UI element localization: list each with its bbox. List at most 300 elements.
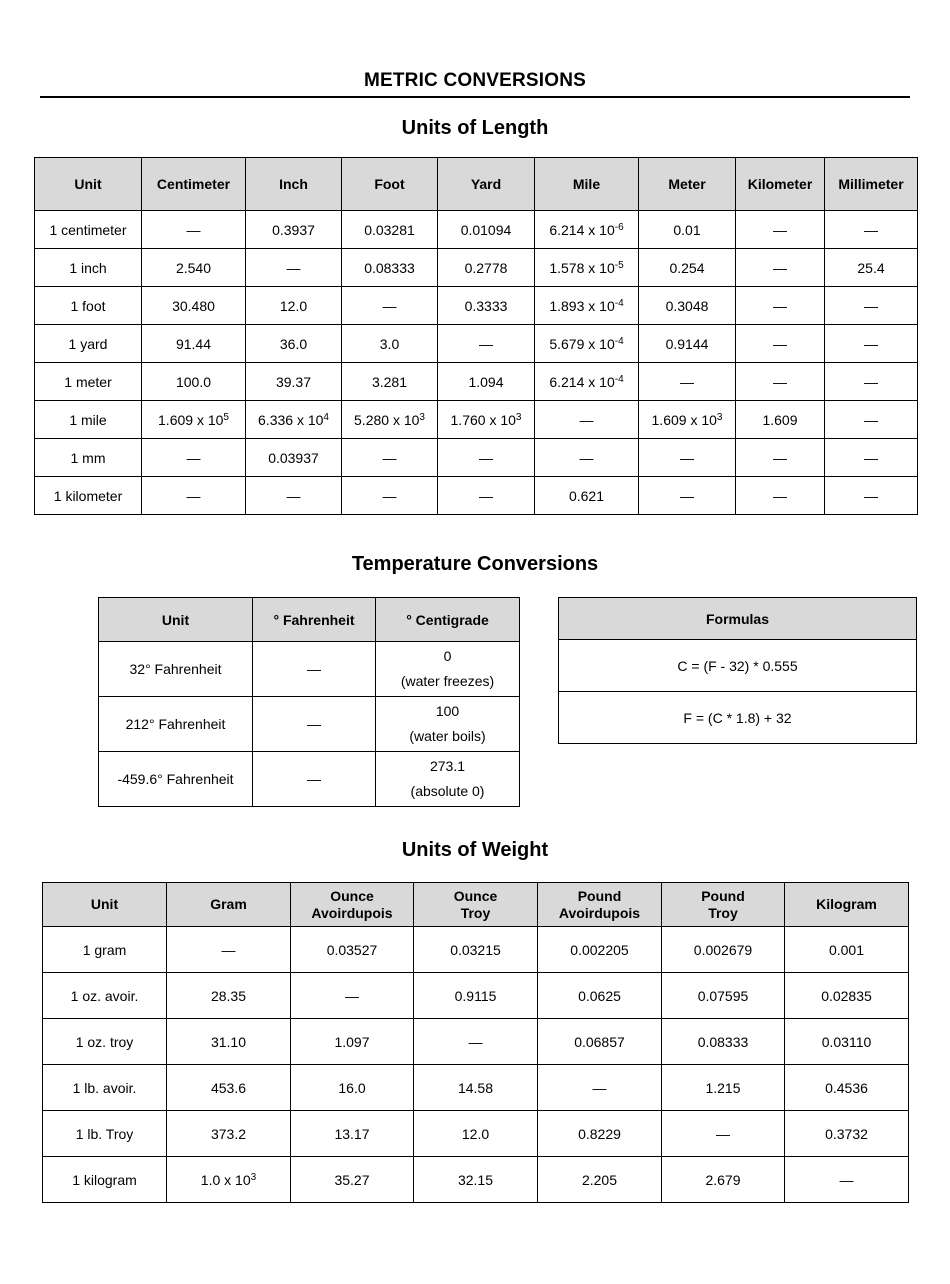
cell-value: 0.002205 bbox=[570, 941, 629, 958]
table-cell bbox=[376, 752, 520, 807]
row-label bbox=[43, 1065, 167, 1111]
cell-value: — bbox=[186, 221, 201, 238]
cell-value: 100.0 bbox=[175, 373, 212, 390]
cell-value: 1 kilogram bbox=[72, 1171, 137, 1188]
table-cell bbox=[785, 1019, 909, 1065]
table-cell bbox=[662, 1111, 785, 1157]
formula: C = (F - 32) * 0.555 bbox=[559, 640, 917, 692]
column-header: Mile bbox=[535, 158, 639, 211]
cell-value: — bbox=[864, 335, 878, 352]
table-cell bbox=[736, 249, 825, 287]
cell-value: 1 meter bbox=[64, 373, 112, 390]
row-label bbox=[35, 477, 142, 515]
header-line: Pound bbox=[577, 887, 622, 904]
table-cell bbox=[538, 1065, 662, 1111]
column-header bbox=[43, 883, 167, 927]
cell-value: — bbox=[345, 987, 359, 1004]
cell-value: — bbox=[221, 941, 236, 958]
table-cell bbox=[825, 325, 918, 363]
column-header bbox=[291, 883, 414, 927]
table-cell bbox=[342, 211, 438, 249]
table-cell bbox=[662, 1065, 785, 1111]
cell-value: 0.001 bbox=[828, 941, 865, 958]
table-cell bbox=[785, 1157, 909, 1203]
cell-value: 35.27 bbox=[334, 1171, 370, 1188]
table-cell bbox=[414, 927, 538, 973]
table-cell bbox=[414, 1111, 538, 1157]
cell-value: 25.4 bbox=[857, 259, 885, 276]
centigrade-note: (water freezes) bbox=[400, 673, 495, 689]
cell-value: — bbox=[773, 487, 787, 504]
cell-value: 1 foot bbox=[70, 297, 106, 314]
cell-value: 1.097 bbox=[334, 1033, 370, 1050]
table-row bbox=[43, 1111, 909, 1157]
table-cell bbox=[736, 439, 825, 477]
header-line: Pound bbox=[701, 887, 745, 904]
table-cell bbox=[414, 973, 538, 1019]
cell-value: 0.02835 bbox=[821, 987, 872, 1004]
table-row bbox=[35, 325, 918, 363]
cell-value: — bbox=[773, 259, 787, 276]
row-label bbox=[35, 401, 142, 439]
cell-exponent: 4 bbox=[323, 411, 329, 423]
cell-value: — bbox=[382, 449, 397, 466]
cell-value: — bbox=[286, 259, 301, 276]
cell-value: 0.03937 bbox=[268, 449, 319, 466]
table-cell bbox=[291, 1111, 414, 1157]
table-cell bbox=[438, 211, 535, 249]
table-cell bbox=[167, 1111, 291, 1157]
column-header: Foot bbox=[342, 158, 438, 211]
cell-value: 0.621 bbox=[568, 487, 605, 504]
column-header: Unit bbox=[99, 598, 253, 642]
table-cell bbox=[291, 1157, 414, 1203]
table-row bbox=[35, 439, 918, 477]
table-row bbox=[35, 363, 918, 401]
column-header bbox=[662, 883, 785, 927]
cell-exponent: -6 bbox=[614, 221, 624, 233]
cell-value: 373.2 bbox=[210, 1125, 247, 1142]
cell-value: 3.281 bbox=[371, 373, 408, 390]
cell-value: 2.679 bbox=[705, 1171, 741, 1188]
cell-value: 1 oz. avoir. bbox=[70, 987, 139, 1004]
header-line: Ounce bbox=[330, 887, 374, 904]
table-cell bbox=[414, 1157, 538, 1203]
table-cell bbox=[438, 325, 535, 363]
table-cell bbox=[825, 477, 918, 515]
cell-value: 0.3937 bbox=[272, 221, 315, 238]
cell-value: 0.3333 bbox=[464, 297, 508, 314]
table-cell bbox=[535, 477, 639, 515]
table-cell bbox=[438, 287, 535, 325]
cell-value: — bbox=[382, 487, 397, 504]
column-header: Centimeter bbox=[142, 158, 246, 211]
table-cell bbox=[342, 401, 438, 439]
table-cell bbox=[538, 1019, 662, 1065]
cell-value: 453.6 bbox=[210, 1079, 247, 1096]
cell-value: — bbox=[186, 449, 201, 466]
header-line: Kilogram bbox=[816, 896, 877, 912]
cell-value: 12.0 bbox=[279, 297, 308, 314]
cell-exponent: 3 bbox=[515, 411, 522, 423]
cell-value: 0.8229 bbox=[578, 1125, 621, 1142]
cell-value: 5.280 x 10 bbox=[354, 411, 420, 428]
table-cell bbox=[662, 1157, 785, 1203]
cell-value: 0.9144 bbox=[665, 335, 709, 352]
cell-value: 3.0 bbox=[379, 335, 400, 352]
cell-value: 28.35 bbox=[210, 987, 247, 1004]
cell-value: — bbox=[286, 487, 301, 504]
table-cell bbox=[291, 1019, 414, 1065]
cell-exponent: 3 bbox=[716, 411, 723, 423]
header-line: Gram bbox=[210, 896, 247, 912]
table-cell bbox=[639, 287, 736, 325]
column-header: Unit bbox=[35, 158, 142, 211]
cell-value: 1 lb. avoir. bbox=[72, 1079, 137, 1096]
row-label bbox=[43, 927, 167, 973]
cell-value: 0.08333 bbox=[364, 259, 415, 276]
table-cell bbox=[142, 439, 246, 477]
cell-value: 16.0 bbox=[338, 1079, 366, 1096]
table-cell bbox=[414, 1065, 538, 1111]
centigrade-note: (water boils) bbox=[409, 728, 486, 744]
table-cell bbox=[291, 927, 414, 973]
cell-value: 5.679 x 10 bbox=[549, 335, 615, 352]
cell-value: 36.0 bbox=[279, 335, 308, 352]
cell-value: — bbox=[773, 335, 787, 352]
column-header bbox=[538, 883, 662, 927]
cell-value: 6.336 x 10 bbox=[258, 411, 324, 428]
cell-value: — bbox=[864, 221, 878, 238]
column-header bbox=[785, 883, 909, 927]
cell-value: 0.08333 bbox=[697, 1033, 749, 1050]
column-header: Kilometer bbox=[736, 158, 825, 211]
table-row bbox=[35, 401, 918, 439]
cell-exponent: -5 bbox=[614, 259, 624, 271]
cell-value: — bbox=[773, 449, 787, 466]
table-cell bbox=[736, 211, 825, 249]
cell-value: 2.205 bbox=[581, 1171, 618, 1188]
row-label bbox=[43, 1157, 167, 1203]
table-cell bbox=[639, 325, 736, 363]
cell-value: 0.9115 bbox=[454, 987, 497, 1004]
column-header: Meter bbox=[639, 158, 736, 211]
table-cell bbox=[342, 249, 438, 287]
header-line: Avoirdupois bbox=[311, 904, 393, 921]
cell-value: 13.17 bbox=[334, 1125, 370, 1142]
cell-value: — bbox=[479, 449, 493, 466]
cell-value: 1 oz. troy bbox=[75, 1033, 134, 1050]
table-cell bbox=[662, 1019, 785, 1065]
row-label: -459.6° Fahrenheit bbox=[99, 752, 253, 807]
cell-value: 91.44 bbox=[175, 335, 212, 352]
table-cell bbox=[414, 1019, 538, 1065]
title-divider bbox=[40, 96, 910, 98]
cell-value: 0.3048 bbox=[665, 297, 709, 314]
table-cell bbox=[438, 363, 535, 401]
cell-value: 1.0 x 10 bbox=[200, 1171, 251, 1188]
table-cell bbox=[167, 1065, 291, 1111]
table-cell bbox=[535, 439, 639, 477]
table-cell bbox=[639, 211, 736, 249]
table-row bbox=[99, 752, 520, 807]
table-cell bbox=[142, 477, 246, 515]
cell-value: 0.3732 bbox=[825, 1125, 868, 1142]
header-line: Troy bbox=[708, 904, 738, 921]
cell-value: 1 lb. Troy bbox=[75, 1125, 134, 1142]
column-header bbox=[414, 883, 538, 927]
table-cell bbox=[246, 363, 342, 401]
row-label bbox=[35, 249, 142, 287]
cell-value: 0.03281 bbox=[364, 221, 415, 238]
table-cell bbox=[785, 1065, 909, 1111]
centigrade-note: (absolute 0) bbox=[410, 783, 485, 799]
table-cell bbox=[639, 477, 736, 515]
table-cell bbox=[825, 363, 918, 401]
table-row bbox=[35, 477, 918, 515]
cell-value: 1 yard bbox=[68, 335, 108, 352]
cell-exponent: -4 bbox=[614, 373, 624, 385]
table-cell bbox=[342, 477, 438, 515]
header-line: Troy bbox=[460, 904, 491, 921]
column-header: Inch bbox=[246, 158, 342, 211]
table-cell bbox=[142, 211, 246, 249]
table-cell bbox=[662, 927, 785, 973]
table-cell bbox=[291, 1065, 414, 1111]
table-cell bbox=[662, 973, 785, 1019]
cell-value: 0.03215 bbox=[450, 941, 501, 958]
length-header-row bbox=[35, 158, 918, 211]
cell-value: 32.15 bbox=[457, 1171, 494, 1188]
row-label bbox=[35, 287, 142, 325]
table-cell bbox=[291, 973, 414, 1019]
table-row bbox=[35, 287, 918, 325]
cell-value: — bbox=[716, 1125, 730, 1142]
cell-value: 1 centimeter bbox=[49, 221, 127, 238]
table-cell bbox=[246, 439, 342, 477]
table-cell bbox=[167, 973, 291, 1019]
table-cell bbox=[639, 363, 736, 401]
table-row bbox=[43, 973, 909, 1019]
table-row bbox=[559, 692, 917, 744]
page-title: METRIC CONVERSIONS bbox=[363, 70, 587, 91]
table-cell bbox=[438, 439, 535, 477]
table-cell bbox=[736, 401, 825, 439]
table-cell bbox=[438, 477, 535, 515]
column-header: Yard bbox=[438, 158, 535, 211]
table-cell bbox=[825, 211, 918, 249]
cell-value: — bbox=[773, 297, 787, 314]
formula: F = (C * 1.8) + 32 bbox=[559, 692, 917, 744]
cell-value: 31.10 bbox=[210, 1033, 247, 1050]
table-cell bbox=[142, 325, 246, 363]
column-header: Millimeter bbox=[825, 158, 918, 211]
cell-value: — bbox=[479, 335, 493, 352]
cell-value: — bbox=[680, 487, 694, 504]
table-cell bbox=[825, 401, 918, 439]
table-cell bbox=[142, 287, 246, 325]
cell-value: 0.07595 bbox=[697, 987, 749, 1004]
header-line: Ounce bbox=[453, 887, 498, 904]
row-label bbox=[43, 973, 167, 1019]
length-heading: Units of Length bbox=[401, 117, 549, 139]
row-label bbox=[35, 325, 142, 363]
cell-value: 1 kilometer bbox=[53, 487, 123, 504]
table-cell bbox=[342, 363, 438, 401]
table-cell bbox=[246, 211, 342, 249]
table-cell bbox=[535, 363, 639, 401]
cell-value: 39.37 bbox=[275, 373, 312, 390]
table-cell bbox=[538, 973, 662, 1019]
row-label bbox=[43, 1019, 167, 1065]
cell-value: — bbox=[479, 487, 493, 504]
temperature-table bbox=[98, 597, 520, 807]
table-cell bbox=[639, 249, 736, 287]
cell-value: 6.214 x 10 bbox=[549, 221, 615, 238]
cell-value: — bbox=[468, 1033, 483, 1050]
cell-value: — bbox=[864, 449, 878, 466]
table-cell: — bbox=[253, 642, 376, 697]
cell-value: 12.0 bbox=[461, 1125, 490, 1142]
cell-value: 0.03527 bbox=[326, 941, 378, 958]
table-cell bbox=[736, 287, 825, 325]
cell-value: 0.0625 bbox=[578, 987, 621, 1004]
cell-value: 14.58 bbox=[457, 1079, 494, 1096]
table-cell bbox=[538, 927, 662, 973]
table-cell bbox=[785, 973, 909, 1019]
table-row bbox=[43, 1157, 909, 1203]
cell-value: 0.002679 bbox=[693, 941, 753, 958]
cell-value: 1.609 x 10 bbox=[158, 411, 224, 428]
table-cell bbox=[736, 363, 825, 401]
table-cell bbox=[535, 211, 639, 249]
cell-value: — bbox=[680, 449, 694, 466]
temperature-heading: Temperature Conversions bbox=[351, 553, 599, 575]
cell-value: 1.094 bbox=[468, 373, 504, 390]
centigrade-value: 100 bbox=[435, 703, 460, 719]
table-cell bbox=[535, 249, 639, 287]
cell-value: — bbox=[773, 221, 787, 238]
cell-value: 1 mile bbox=[69, 411, 107, 428]
table-cell bbox=[535, 401, 639, 439]
weight-header-row bbox=[43, 883, 909, 927]
table-cell bbox=[376, 642, 520, 697]
cell-value: — bbox=[186, 487, 201, 504]
table-cell bbox=[736, 477, 825, 515]
table-cell bbox=[535, 287, 639, 325]
cell-value: 1 inch bbox=[69, 259, 107, 276]
cell-value: — bbox=[864, 297, 878, 314]
table-cell bbox=[639, 401, 736, 439]
cell-exponent: -4 bbox=[614, 297, 624, 309]
table-cell bbox=[825, 287, 918, 325]
table-cell bbox=[785, 1111, 909, 1157]
table-row bbox=[35, 249, 918, 287]
centigrade-value: 0 bbox=[443, 648, 452, 664]
row-label: 32° Fahrenheit bbox=[99, 642, 253, 697]
cell-value: 1 gram bbox=[82, 941, 127, 958]
cell-value: — bbox=[680, 373, 694, 390]
length-table bbox=[34, 157, 918, 515]
table-cell bbox=[535, 325, 639, 363]
table-row bbox=[43, 927, 909, 973]
table-cell bbox=[246, 249, 342, 287]
table-cell bbox=[142, 363, 246, 401]
cell-value: 2.540 bbox=[175, 259, 212, 276]
table-cell bbox=[142, 249, 246, 287]
cell-exponent: -4 bbox=[614, 335, 624, 347]
table-cell bbox=[167, 1019, 291, 1065]
table-cell bbox=[246, 401, 342, 439]
centigrade-value: 273.1 bbox=[429, 758, 466, 774]
cell-exponent: 5 bbox=[223, 411, 229, 423]
cell-value: — bbox=[382, 297, 397, 314]
weight-table bbox=[42, 882, 909, 1203]
cell-value: — bbox=[579, 449, 594, 466]
table-cell bbox=[342, 287, 438, 325]
column-header: ° Fahrenheit bbox=[253, 598, 376, 642]
row-label: 212° Fahrenheit bbox=[99, 697, 253, 752]
table-cell bbox=[785, 927, 909, 973]
cell-value: 0.254 bbox=[669, 259, 705, 276]
table-row bbox=[559, 640, 917, 692]
table-cell bbox=[825, 439, 918, 477]
table-cell: — bbox=[253, 752, 376, 807]
table-row bbox=[43, 1019, 909, 1065]
cell-value: 1.609 x 10 bbox=[651, 411, 717, 428]
column-header bbox=[167, 883, 291, 927]
table-cell bbox=[246, 325, 342, 363]
cell-value: 1.578 x 10 bbox=[549, 259, 615, 276]
temperature-header-row bbox=[99, 598, 520, 642]
row-label bbox=[35, 439, 142, 477]
table-row bbox=[35, 211, 918, 249]
cell-value: 0.06857 bbox=[574, 1033, 625, 1050]
cell-value: 0.01 bbox=[673, 221, 701, 238]
header-line: Unit bbox=[90, 896, 119, 912]
table-cell bbox=[639, 439, 736, 477]
table-cell bbox=[438, 401, 535, 439]
table-cell bbox=[142, 401, 246, 439]
row-label bbox=[35, 211, 142, 249]
cell-value: 0.01094 bbox=[460, 221, 512, 238]
cell-value: — bbox=[592, 1079, 607, 1096]
table-cell bbox=[342, 439, 438, 477]
weight-heading: Units of Weight bbox=[401, 839, 549, 861]
cell-exponent: 3 bbox=[250, 1171, 257, 1183]
cell-value: — bbox=[839, 1171, 854, 1188]
table-cell bbox=[246, 287, 342, 325]
row-label bbox=[35, 363, 142, 401]
formulas-table bbox=[558, 597, 917, 744]
table-cell bbox=[538, 1157, 662, 1203]
cell-value: 0.03110 bbox=[821, 1033, 872, 1050]
header-line: Avoirdupois bbox=[558, 904, 641, 921]
cell-value: — bbox=[864, 411, 878, 428]
table-row bbox=[43, 1065, 909, 1111]
column-header: ° Centigrade bbox=[376, 598, 520, 642]
cell-value: 0.4536 bbox=[825, 1079, 868, 1096]
cell-value: 0.2778 bbox=[464, 259, 508, 276]
table-row bbox=[99, 697, 520, 752]
table-cell bbox=[342, 325, 438, 363]
cell-value: 6.214 x 10 bbox=[549, 373, 615, 390]
cell-value: 1.215 bbox=[705, 1079, 741, 1096]
table-cell bbox=[246, 477, 342, 515]
table-cell bbox=[167, 927, 291, 973]
row-label bbox=[43, 1111, 167, 1157]
table-cell bbox=[736, 325, 825, 363]
